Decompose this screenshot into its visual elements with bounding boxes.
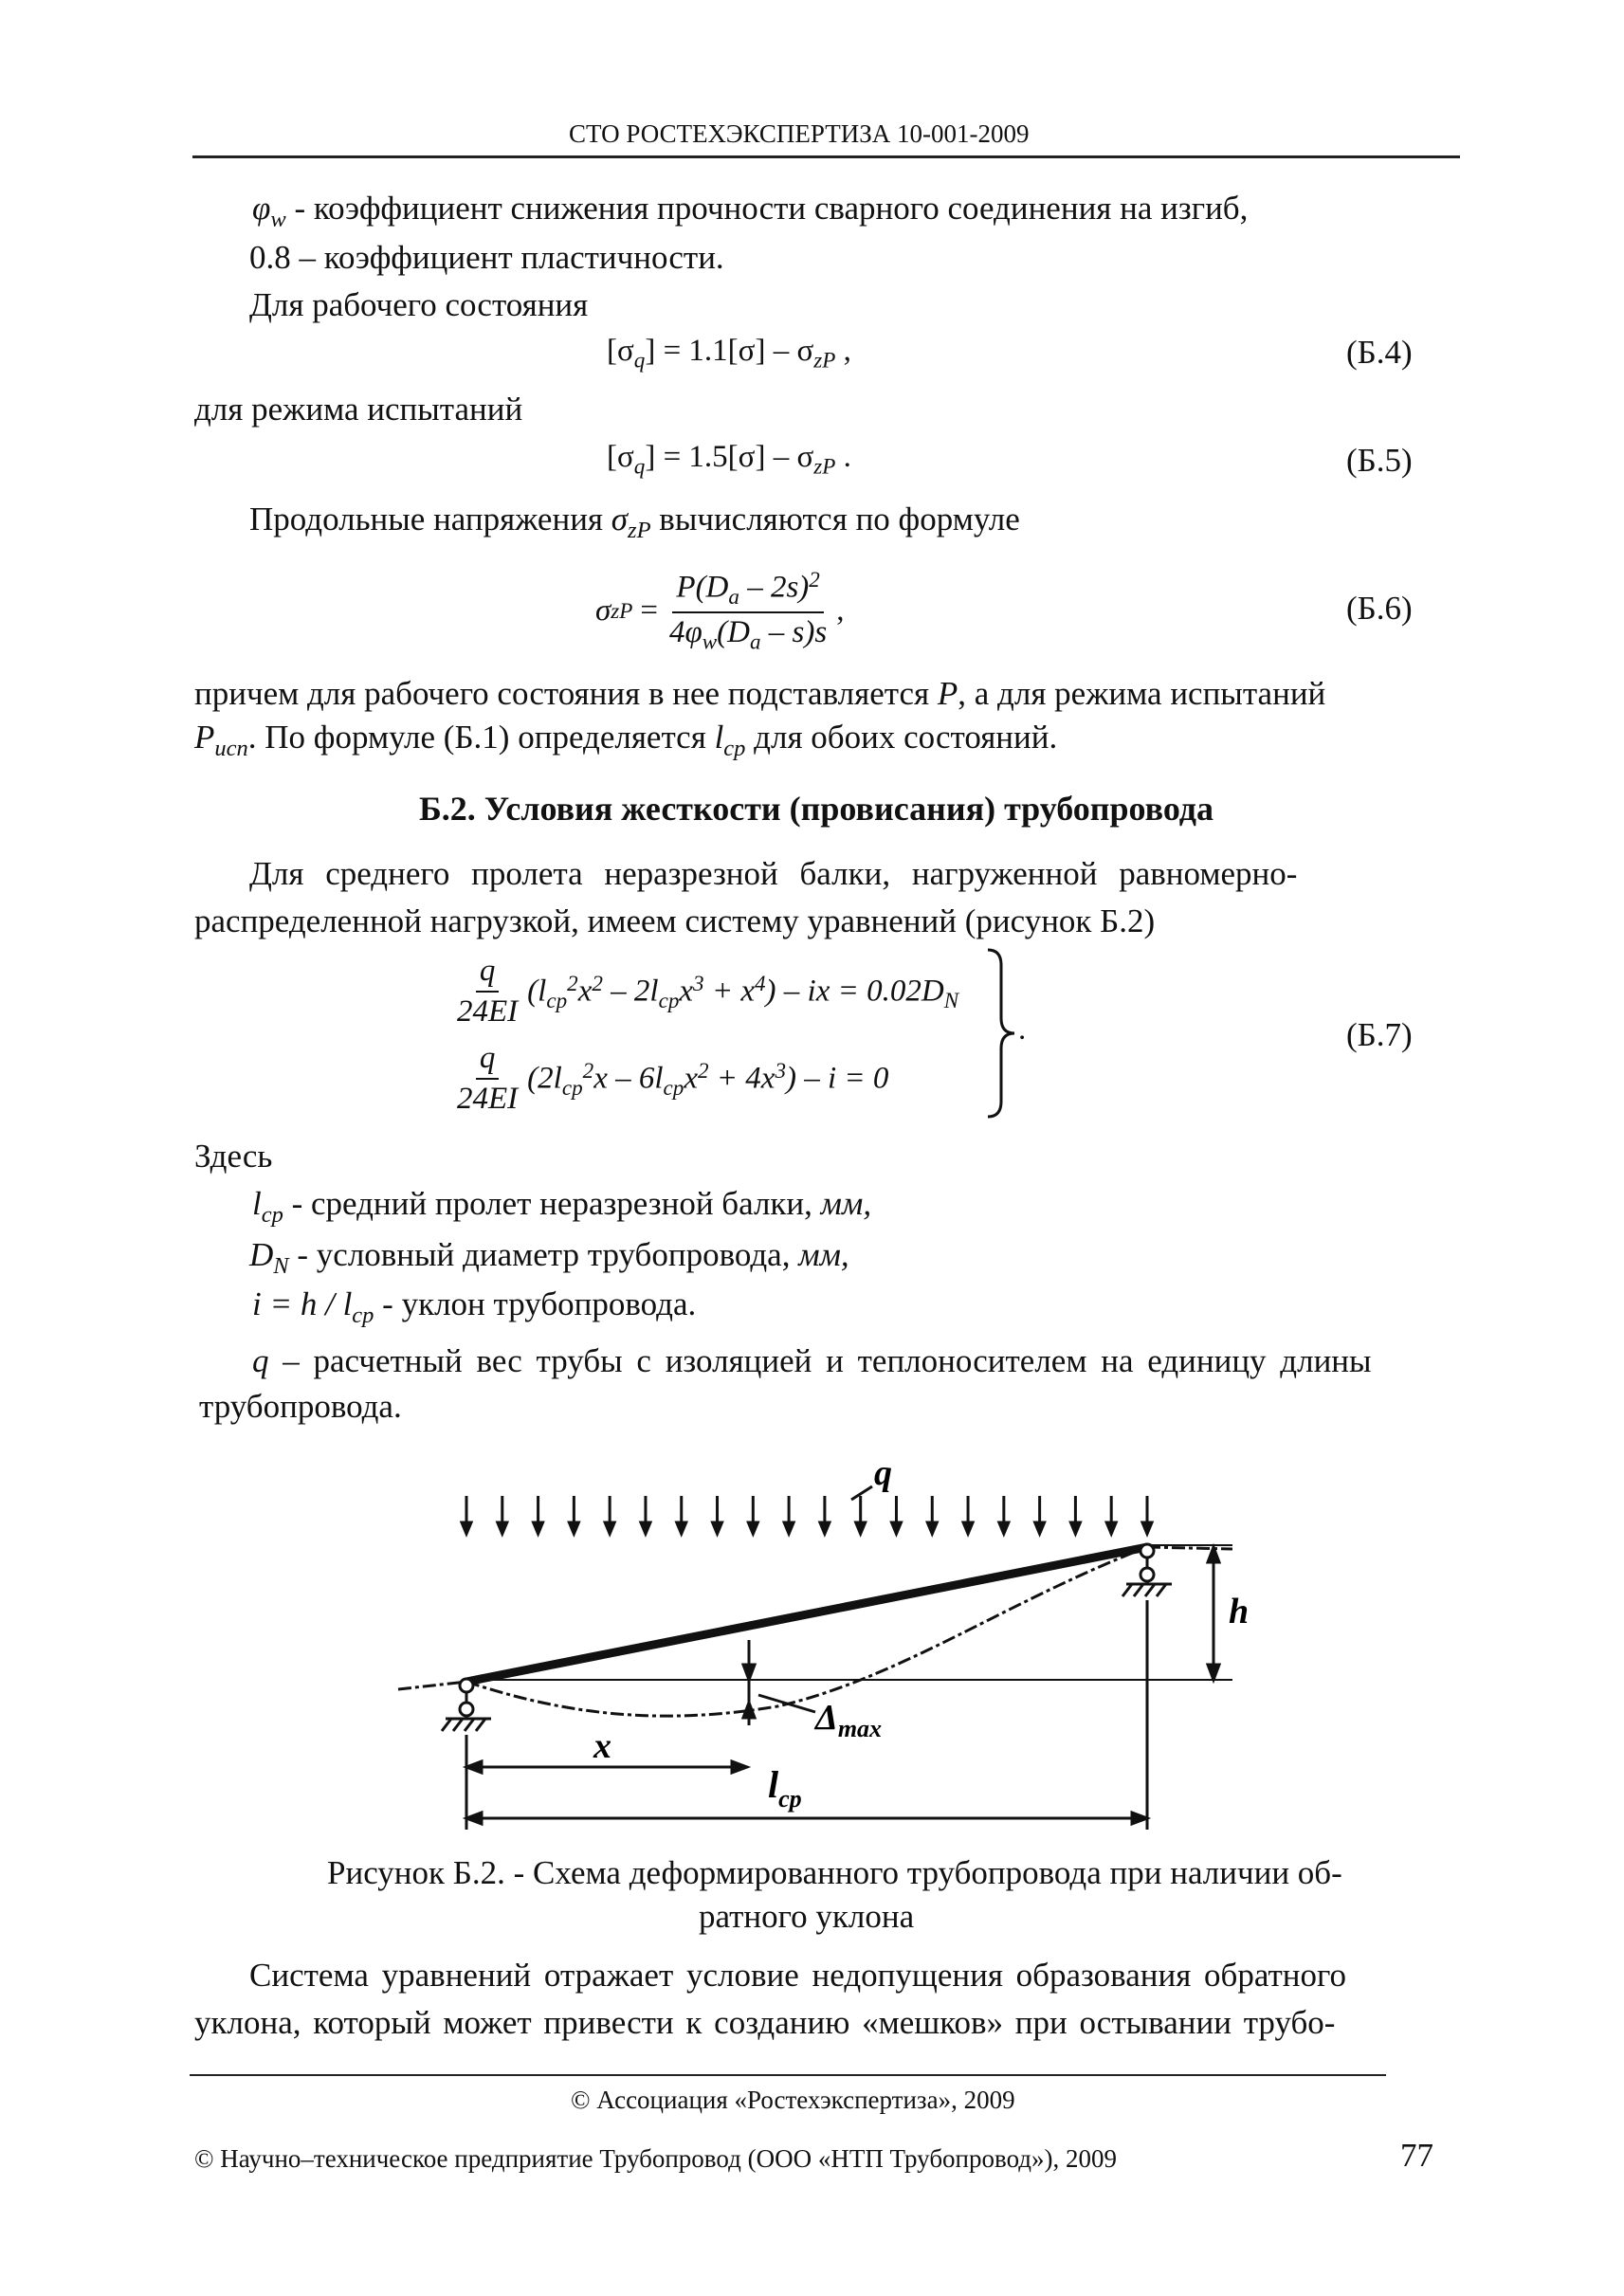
label-q: q bbox=[874, 1453, 892, 1493]
load-arrow-head bbox=[1142, 1522, 1152, 1534]
lcp-symbol: l bbox=[252, 1185, 262, 1222]
figure-caption-line2: ратного уклона bbox=[699, 1898, 915, 1935]
test-mode-line: для режима испытаний bbox=[194, 391, 523, 428]
plasticity-line: 0.8 – коэффициент пластичности. bbox=[249, 239, 724, 276]
equation-b4 bbox=[607, 334, 851, 373]
para-span-line1: Для среднего пролета неразрезной балки, нагруженной равномерно- bbox=[249, 855, 1298, 892]
here-label: Здесь bbox=[194, 1138, 273, 1175]
delta-max-marker bbox=[743, 1640, 815, 1725]
label-delta-max: $\Delta_{max}$ bbox=[815, 1698, 883, 1742]
sigma-subscript: zP bbox=[628, 517, 651, 543]
equation-b6 bbox=[595, 567, 844, 654]
load-arrow-head bbox=[605, 1522, 614, 1534]
load-arrow-head bbox=[927, 1522, 937, 1534]
eq-b6-lhs: σ bbox=[595, 592, 611, 628]
load-arrow-head bbox=[462, 1522, 471, 1534]
section-heading: Б.2. Условия жесткости (провисания) трубопровода bbox=[419, 790, 1214, 828]
pipe-extension-right bbox=[1147, 1547, 1232, 1549]
eq-b6-equals: = bbox=[640, 592, 658, 628]
def-i-line: $i = h / l_{cp}$ - уклон трубопровода. bbox=[252, 1285, 697, 1328]
eq-number-b5: (Б.5) bbox=[1346, 442, 1413, 479]
figure-b2-diagram bbox=[379, 1441, 1270, 1839]
para-final-line1: Система уравнений отражает условие недопущения образования обратного bbox=[249, 1957, 1346, 1994]
page-header: СТО РОСТЕХЭКСПЕРТИЗА 10-001-2009 bbox=[569, 119, 1030, 148]
working-state-line: Для рабочего состояния bbox=[249, 286, 589, 323]
eq-b6-fraction bbox=[666, 567, 830, 654]
def-phi-line bbox=[252, 186, 1248, 243]
long-stress-line bbox=[249, 497, 1020, 554]
para-span-line2: распределенной нагрузкой, имеем систему уравнений (рисунок Б.2) bbox=[194, 902, 1156, 939]
label-h: h bbox=[1229, 1592, 1250, 1631]
long-stress-after: вычисляются по формуле bbox=[659, 501, 1020, 538]
load-arrow-head bbox=[1035, 1522, 1045, 1534]
load-arrow-head bbox=[534, 1522, 543, 1534]
phi-subscript: w bbox=[270, 206, 286, 232]
page-number: 77 bbox=[1400, 2137, 1433, 2174]
label-lcp: $l_{cp}$ bbox=[768, 1763, 802, 1813]
def-dn-line: $D_N$ - условный диаметр трубопровода, мм, bbox=[249, 1236, 849, 1279]
eq-number-b4: (Б.4) bbox=[1346, 334, 1413, 371]
system-brace-icon bbox=[984, 946, 1022, 1121]
symbol-P-isp: P bbox=[194, 719, 215, 756]
def-q-line2: трубопровода. bbox=[199, 1388, 402, 1425]
symbol-lcp: l bbox=[714, 719, 724, 756]
figure-caption-line1: Рисунок Б.2. - Схема деформированного трубопровода при наличии об- bbox=[327, 1854, 1342, 1891]
eq-number-b6: (Б.6) bbox=[1346, 590, 1413, 627]
def-q-line1: q – расчетный вес трубы с изоляцией и теплоносителем на единицу длины bbox=[252, 1342, 1372, 1379]
load-arrow-head bbox=[677, 1522, 686, 1534]
equation-b7-row1: $\frac{q}{24EI}$ $(l_{cp}^2x^2 - 2l_{cp}x^3 + x^4)$ – ix = $0.02D_N$ bbox=[453, 954, 958, 1030]
i-symbol: i = h / l bbox=[252, 1285, 353, 1322]
load-arrow-head bbox=[963, 1522, 973, 1534]
load-arrow-head bbox=[1106, 1522, 1116, 1534]
eq-b6-tail: , bbox=[836, 592, 845, 628]
eq-b7-frac1: $\frac{q}{24EI}$ bbox=[457, 954, 519, 1029]
eq-b6-denominator: $4\varphi_w(D_a - s)s$ bbox=[669, 614, 828, 654]
equation-b5 bbox=[607, 440, 851, 479]
footer-association: © Ассоциация «Ростехэкспертиза», 2009 bbox=[571, 2086, 1015, 2114]
footer-ntp: © Научно–техническое предприятие Трубопровод (ООО «НТП Трубопровод»), 2009 bbox=[194, 2144, 1118, 2173]
footer-rule bbox=[190, 2074, 1386, 2076]
para-substitute-line1: причем для рабочего состояния в нее подставляется P, а для режима испытаний bbox=[194, 675, 1326, 712]
eq-b6-lhs-sub: zP bbox=[611, 597, 633, 623]
deflected-pipe-curve bbox=[466, 1547, 1147, 1716]
load-arrow-head bbox=[498, 1522, 507, 1534]
sigma-symbol: σ bbox=[611, 501, 629, 538]
load-arrow-head bbox=[748, 1522, 757, 1534]
phi-symbol: φ bbox=[252, 190, 271, 227]
lcp-dimension bbox=[466, 1600, 1147, 1830]
eq-b5-sub: q bbox=[633, 453, 646, 479]
load-arrow-head bbox=[820, 1522, 830, 1534]
eq-b4-sub: q bbox=[633, 347, 646, 373]
para-final-line2: уклона, который может привести к созданию «мешков» при остывании трубо- bbox=[194, 2004, 1336, 2041]
header-rule bbox=[192, 155, 1460, 158]
eq-b5-rhs-sub: zP bbox=[813, 453, 836, 479]
load-arrow-head bbox=[713, 1522, 722, 1534]
load-arrow-head bbox=[569, 1522, 578, 1534]
load-arrow-head bbox=[784, 1522, 794, 1534]
symbol-P: P bbox=[937, 675, 958, 712]
eq-b5-tail: . bbox=[843, 440, 851, 474]
eq-b4-rhs: ] = 1.1[σ] – σ bbox=[645, 334, 814, 368]
eq-b5-rhs: ] = 1.5[σ] – σ bbox=[645, 440, 814, 474]
eq-b7-dot: . bbox=[1018, 1012, 1027, 1047]
load-arrow-head bbox=[856, 1522, 866, 1534]
dn-symbol: D bbox=[249, 1236, 274, 1273]
label-x: x bbox=[593, 1726, 611, 1766]
load-arrow-head bbox=[1070, 1522, 1080, 1534]
eq-b4-rhs-sub: zP bbox=[813, 347, 836, 373]
para-substitute-line2: $P_{исп}$. По формуле (Б.1) определяется $l_{cp}$ для обоих состояний. bbox=[194, 719, 1058, 761]
pipe-chord bbox=[466, 1547, 1147, 1682]
distributed-load-arrows bbox=[462, 1496, 1152, 1534]
eq-b7-frac2: $\frac{q}{24EI}$ bbox=[457, 1041, 519, 1116]
long-stress-before: Продольные напряжения bbox=[249, 501, 604, 538]
pipe-extension-left bbox=[398, 1682, 466, 1689]
eq-b6-numerator: $P(D_a - 2s)^2$ bbox=[672, 567, 823, 613]
eq-b4-tail: , bbox=[843, 334, 851, 368]
eq-b5-lhs: [σ bbox=[607, 440, 634, 474]
h-dimension bbox=[1208, 1547, 1219, 1680]
eq-number-b7: (Б.7) bbox=[1346, 1016, 1413, 1053]
load-arrow-head bbox=[641, 1522, 650, 1534]
q-symbol: q bbox=[252, 1342, 269, 1379]
equation-b7-row2: $\frac{q}{24EI}$ $(2l_{cp}^2x - 6l_{cp}x^2 + 4x^3) - i = 0$ bbox=[453, 1041, 888, 1117]
phi-definition: - коэффициент снижения прочности сварного соединения на изгиб, bbox=[294, 190, 1249, 227]
def-lcp-line: $l_{cp}$ - средний пролет неразрезной балки, мм, bbox=[252, 1185, 872, 1228]
eq-b4-lhs: [σ bbox=[607, 334, 634, 368]
load-arrow-head bbox=[891, 1522, 901, 1534]
load-arrow-head bbox=[999, 1522, 1009, 1534]
